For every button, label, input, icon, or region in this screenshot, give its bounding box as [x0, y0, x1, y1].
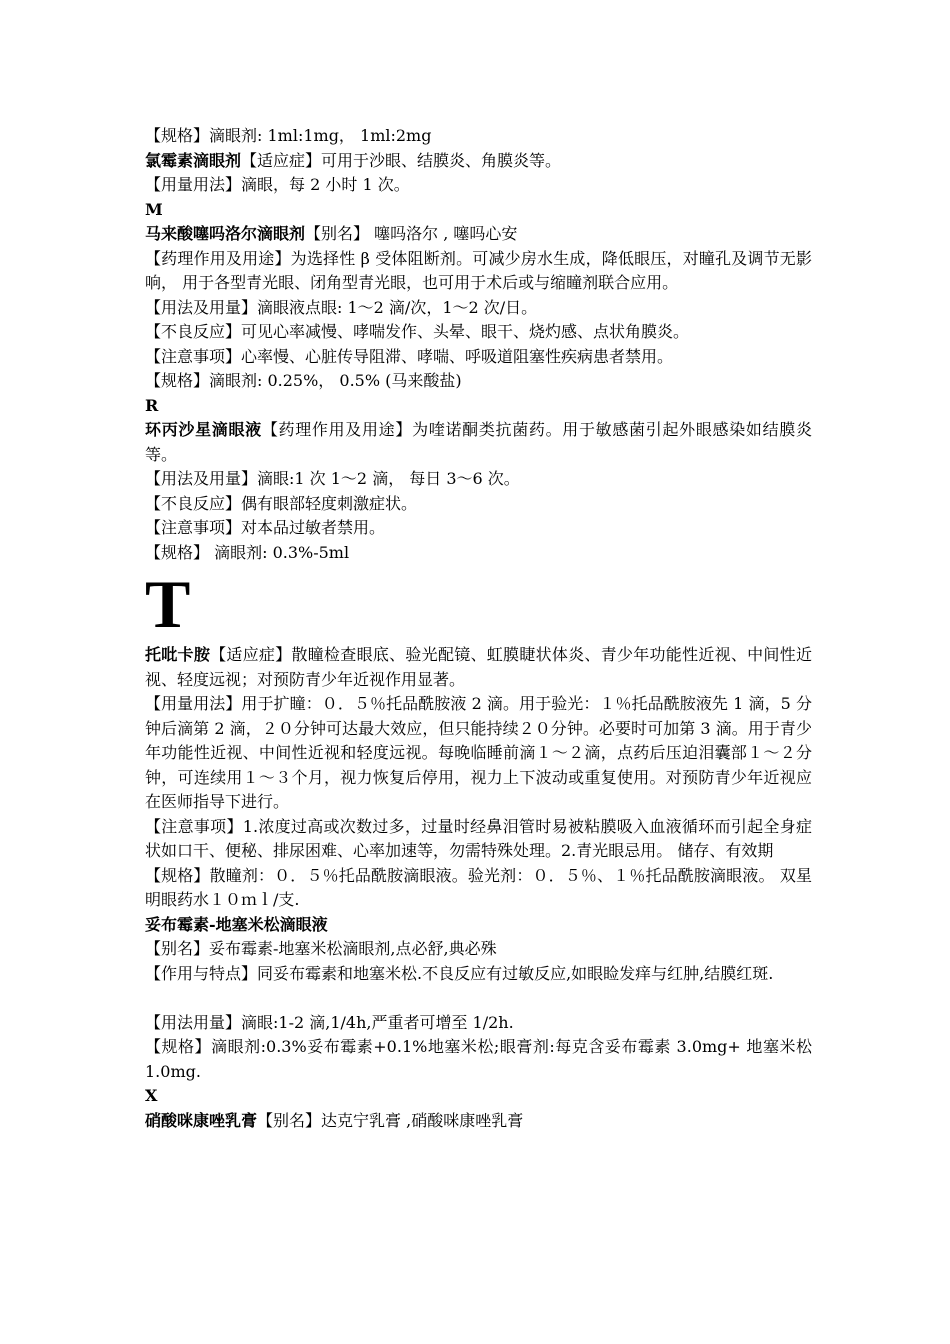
paragraph — [145, 124, 812, 149]
paragraph — [145, 692, 812, 815]
paragraph-text: 【用法及用量】滴眼液点眼: 1～2 滴/次，1～2 次/日。 — [145, 297, 538, 317]
paragraph — [145, 173, 812, 198]
paragraph — [145, 913, 812, 938]
drug-name: T — [145, 566, 191, 642]
paragraph — [145, 516, 812, 541]
paragraph-text: 【用量用法】用于扩瞳：０．５％托品酰胺液 2 滴。用于验光：１％托品酰胺液先 1 滴，5 分钟后滴第 2 滴，２０分钟可达最大效应，但只能持续２０分钟。必要时可加第 3 滴。用于青少年功能性近视、中间性近视和轻度远视。每晚临睡前滴１～２滴，点药后压迫泪囊部１～２分钟，可连续用１～３个月，视力恢复后停用，视力上下波动或重复使用。对预防青少年近视应在医师指导下进行。 — [145, 694, 812, 811]
paragraph-text: 【注意事项】对本品过敏者禁用。 — [145, 518, 386, 537]
paragraph — [145, 222, 812, 247]
drug-name: R — [145, 395, 159, 415]
paragraph — [145, 1109, 812, 1134]
paragraph — [145, 815, 812, 864]
paragraph-text: 【别名】达克宁乳膏 ,硝酸咪康唑乳膏 — [257, 1110, 524, 1130]
paragraph-text: 【注意事项】心率慢、心脏传导阻滞、哮喘、呼吸道阻塞性疾病患者禁用。 — [145, 346, 674, 366]
paragraph — [145, 247, 812, 296]
paragraph — [145, 149, 812, 174]
document-body — [145, 124, 812, 1133]
drug-name: 环丙沙星滴眼液 — [145, 420, 262, 439]
drug-name: 氯霉素滴眼剂 — [145, 150, 242, 170]
paragraph-text: 【规格】 滴眼剂: 0.3%-5ml — [145, 542, 350, 562]
drug-name: 妥布霉素-地塞米松滴眼液 — [145, 914, 328, 934]
paragraph-text: 【用法用量】滴眼:1-2 滴,1/4h,严重者可增至 1/2h. — [145, 1012, 514, 1032]
paragraph-text: 【用量用法】滴眼，每 2 小时 1 次。 — [145, 175, 410, 194]
paragraph — [145, 345, 812, 370]
paragraph-text: 【不良反应】可见心率减慢、哮喘发作、头晕、眼干、烧灼感、点状角膜炎。 — [145, 322, 690, 341]
paragraph-text: 【规格】滴眼剂: 1ml:1mg， 1ml:2mg — [145, 126, 432, 145]
paragraph-text: 【作用与特点】同妥布霉素和地塞米松.不良反应有过敏反应,如眼睑发痒与红肿,结膜红斑. — [145, 963, 774, 983]
section-letter — [145, 394, 812, 419]
paragraph — [145, 418, 812, 467]
drug-name: 硝酸咪康唑乳膏 — [145, 1110, 258, 1130]
paragraph-text: 【用法及用量】滴眼:1 次 1～2 滴， 每日 3～6 次。 — [145, 469, 520, 488]
paragraph-text: 【适应症】可用于沙眼、结膜炎、角膜炎等。 — [241, 150, 562, 170]
paragraph — [145, 864, 812, 913]
blank-line — [145, 986, 812, 1011]
paragraph — [145, 643, 812, 692]
paragraph-text: 【规格】滴眼剂: 0.25%， 0.5% (马来酸盐) — [145, 371, 462, 390]
drug-name: X — [145, 1086, 158, 1105]
drug-name: M — [145, 199, 163, 219]
drug-name: 托吡卡胺 — [145, 645, 211, 664]
paragraph — [145, 492, 812, 517]
paragraph — [145, 320, 812, 345]
paragraph — [145, 296, 812, 321]
paragraph — [145, 937, 812, 962]
paragraph — [145, 369, 812, 394]
paragraph-text: 【药理作用及用途】为喹诺酮类抗菌药。用于敏感菌引起外眼感染如结膜炎等。 — [145, 420, 812, 464]
paragraph-text: 【注意事项】1.浓度过高或次数过多，过量时经鼻泪管时易被粘膜吸入血液循环而引起全身症状如口干、便秘、排尿困难、心率加速等，勿需特殊处理。2.青光眼忌用。 储存、有效期 — [145, 816, 812, 860]
paragraph-text: 【不良反应】偶有眼部轻度刺激症状。 — [145, 493, 418, 513]
drug-name: 马来酸噻吗洛尔滴眼剂 — [145, 224, 306, 243]
paragraph-text: 【别名】妥布霉素-地塞米松滴眼剂,点必舒,典必殊 — [145, 939, 497, 958]
paragraph — [145, 467, 812, 492]
paragraph — [145, 962, 812, 987]
paragraph — [145, 541, 812, 566]
section-letter — [145, 198, 812, 223]
paragraph-text: 【别名】 噻吗洛尔 , 噻吗心安 — [305, 224, 518, 243]
paragraph-text: 【规格】散瞳剂：０．５％托品酰胺滴眼液。验光剂：０．５％、１％托品酰胺滴眼液。 双星明眼药水１０ｍｌ/支. — [145, 865, 812, 909]
section-letter — [145, 1084, 812, 1109]
section-letter-large — [145, 565, 812, 643]
paragraph-text: 【适应症】散瞳检查眼底、验光配镜、虹膜睫状体炎、青少年功能性近视、中间性近视、轻度远视；对预防青少年近视作用显著。 — [145, 645, 812, 689]
paragraph-text: 【规格】滴眼剂:0.3%妥布霉素+0.1%地塞米松;眼膏剂:每克含妥布霉素 3.0mg+ 地塞米松 1.0mg. — [145, 1037, 812, 1081]
paragraph — [145, 1011, 812, 1036]
paragraph — [145, 1035, 812, 1084]
paragraph-text: 【药理作用及用途】为选择性 β 受体阻断剂。可减少房水生成，降低眼压，对瞳孔及调节无影响， 用于各型青光眼、闭角型青光眼，也可用于术后或与缩瞳剂联合应用。 — [145, 248, 812, 292]
